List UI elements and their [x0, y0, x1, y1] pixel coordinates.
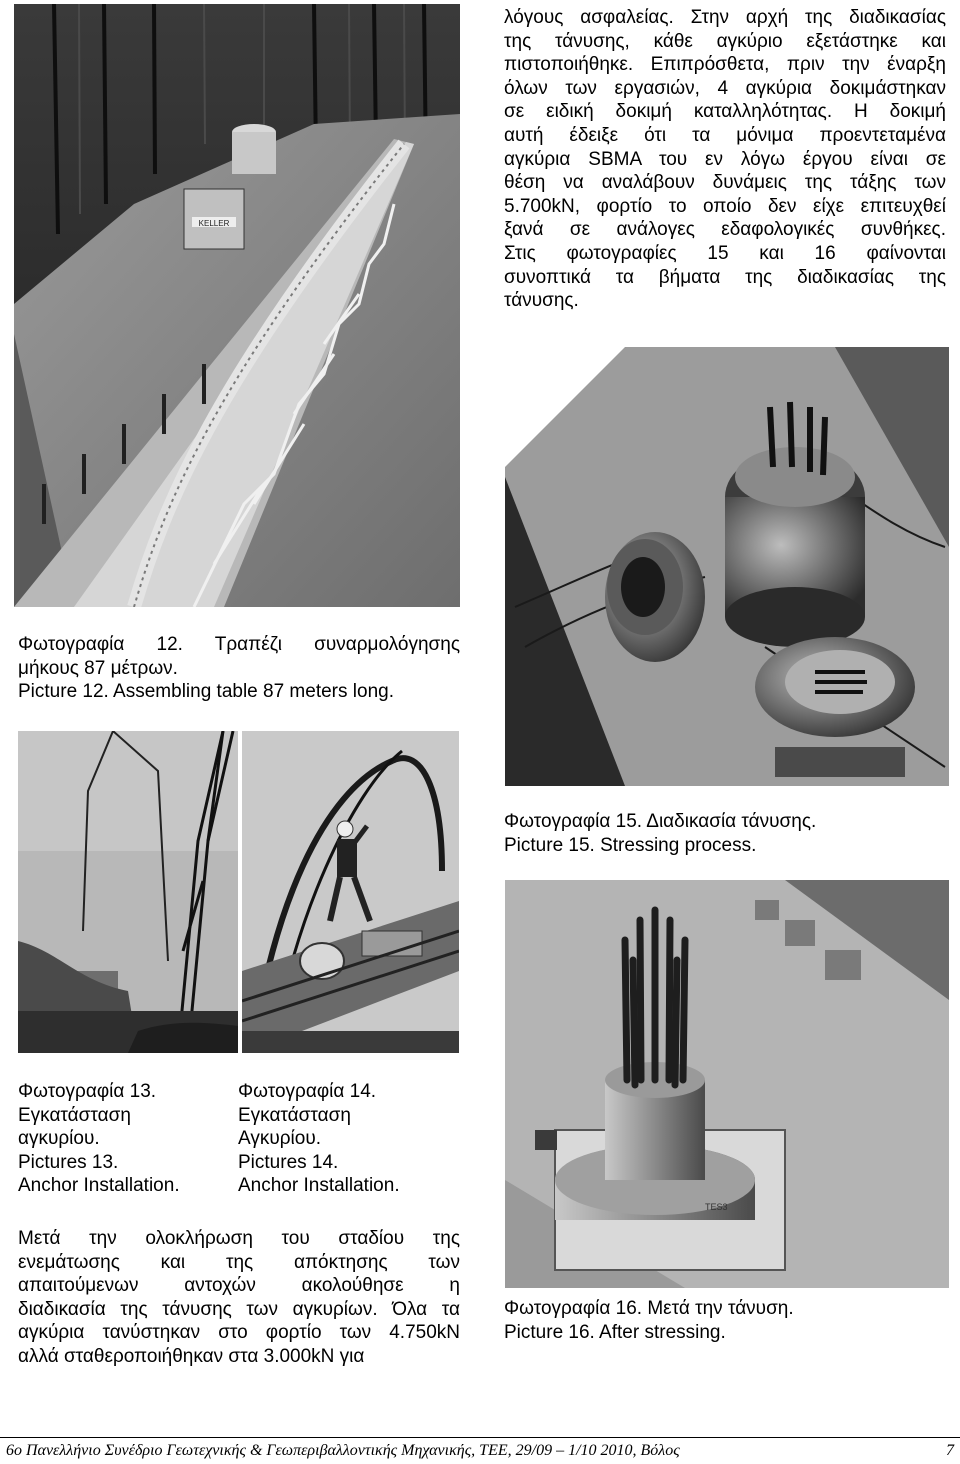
page-footer	[6, 1441, 958, 1461]
caption-english: Picture 16. After stressing.	[504, 1321, 726, 1343]
text-line: τάνυσης.	[504, 290, 579, 312]
caption-line: Φωτογραφία 13.	[18, 1081, 157, 1102]
page-number: 7	[946, 1442, 954, 1459]
caption-english: Picture 15. Stressing process.	[504, 834, 757, 856]
text-line: ξανά σε ανάλογες εδαφολογικές συνθήκες.	[504, 219, 946, 241]
text-line: αγκύρια SBMA του εν λόγω έργου είναι σε	[504, 148, 946, 170]
caption-line: Anchor Installation.	[18, 1175, 180, 1196]
caption-line: Εγκατάσταση	[238, 1104, 351, 1126]
text-line: 5.700kN, φορτίο το οποίο δεν είχε επιτευχθεί	[504, 195, 946, 217]
text-line: θέση να αναλάβουν δυνάμεις της τάξης των	[504, 172, 946, 194]
photo-after-stressing	[505, 880, 949, 1288]
body-text-bottom	[18, 1227, 460, 1369]
photo-stressing-process	[505, 347, 949, 786]
text-line: λόγους ασφαλείας. Στην αρχή της διαδικασίας	[504, 7, 946, 28]
caption-picture-13	[18, 1080, 233, 1198]
caption-picture-12	[18, 633, 460, 704]
caption-picture-14	[238, 1080, 458, 1198]
caption-greek: Φωτογραφία 16. Μετά την τάνυση.	[504, 1298, 794, 1319]
caption-greek: Φωτογραφία 15. Διαδικασία τάνυσης.	[504, 811, 817, 832]
caption-line: Pictures 14.	[238, 1151, 339, 1173]
post-marking-label: TES3	[705, 1202, 728, 1212]
text-line: αγκύρια τανύστηκαν στο φορτίο των 4.750kN	[18, 1322, 460, 1344]
text-line: αυτή έδειξε ότι τα μόνιμα προεντεταμένα	[504, 124, 946, 146]
footer-conference: 6ο Πανελλήνιο Συνέδριο Γεωτεχνικής & Γεωπεριβαλλοντικής Μηχανικής, ΤΕΕ, 29/09 – 1/10 2010, Βόλος	[6, 1442, 680, 1459]
caption-line: Εγκατάσταση	[18, 1104, 131, 1126]
text-line: διαδικασία της τάνυσης των αγκυρίων. Όλα τα	[18, 1298, 460, 1320]
caption-line: αγκυρίου.	[18, 1128, 100, 1149]
caption-greek-cont: μήκους 87 μέτρων.	[18, 657, 178, 679]
caption-greek: Φωτογραφία 12. Τραπέζι συναρμολόγησης	[18, 634, 460, 655]
caption-english: Picture 12. Assembling table 87 meters long.	[18, 681, 394, 702]
photo-anchor-installation-13	[18, 731, 238, 1053]
body-text-top	[504, 6, 946, 313]
caption-line: Αγκυρίου.	[238, 1128, 321, 1149]
text-line: ενεμάτωσης και της απόκτησης των	[18, 1251, 460, 1273]
text-line: Μετά την ολοκλήρωση του σταδίου της	[18, 1228, 460, 1249]
footer-rule	[0, 1437, 960, 1438]
text-line: της τάνυσης, κάθε αγκύριο εξετάστηκε και	[504, 30, 946, 52]
text-line: σε ειδική δοκιμή καταλληλότητας. Η δοκιμή	[504, 101, 946, 123]
machine-brand-label: KELLER	[198, 219, 230, 228]
caption-line: Φωτογραφία 14.	[238, 1081, 377, 1102]
text-line: Στις φωτογραφίες 15 και 16 φαίνονται	[504, 242, 946, 264]
photo-anchor-installation-14	[242, 731, 459, 1053]
text-line: συνοπτικά τα βήματα της διαδικασίας της	[504, 266, 946, 288]
caption-line: Anchor Installation.	[238, 1175, 400, 1196]
caption-line: Pictures 13.	[18, 1151, 119, 1173]
text-line: αλλά σταθεροποιήθηκαν στα 3.000kN για	[18, 1345, 365, 1367]
text-line: πιστοποιήθηκε. Επιπρόσθετα, πριν την έναρξη	[504, 54, 946, 76]
caption-picture-15	[504, 810, 944, 857]
photo-assembling-table	[14, 4, 460, 607]
text-line: απαιτούμενων αντοχών ακολούθησε η	[18, 1275, 460, 1297]
text-line: όλων των εργασιών, 4 αγκύρια δοκιμάστηκαν	[504, 77, 946, 99]
caption-picture-16	[504, 1297, 944, 1344]
